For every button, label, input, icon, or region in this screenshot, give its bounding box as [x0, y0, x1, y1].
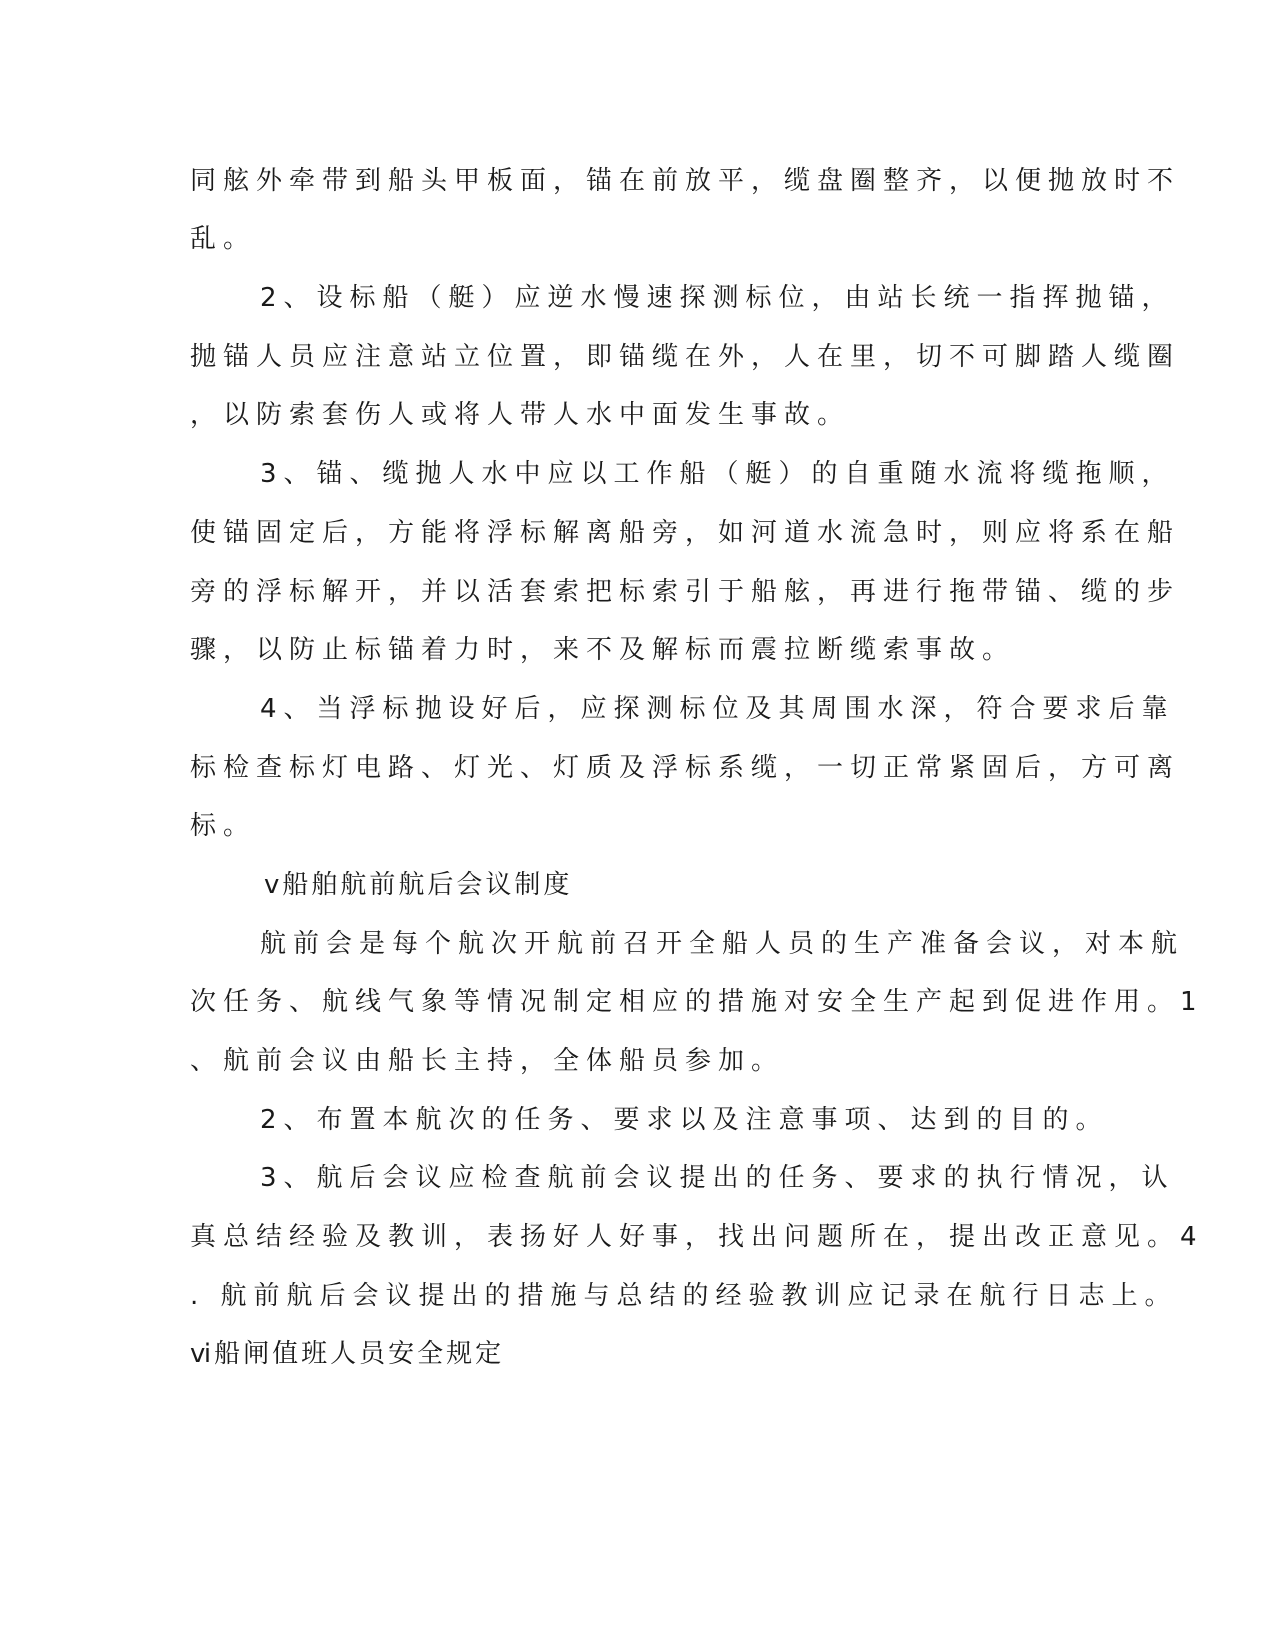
text-line: ，以防索套伤人或将人带人水中面发生事故。	[190, 400, 851, 430]
text-line: 真总结经验及教训，表扬好人好事，找出问题所在，提出改正意见。4	[190, 1222, 1204, 1252]
text-line: . 航前航后会议提出的措施与总结的经验教训应记录在航行日志上。	[190, 1281, 1178, 1311]
text-line: 2、布置本航次的任务、要求以及注意事项、达到的目的。	[260, 1105, 1109, 1135]
text-line: 骤，以防止标锚着力时，来不及解标而震拉断缆索事故。	[190, 635, 1016, 665]
section-heading: ⅴ船舶航前航后会议制度	[264, 870, 573, 900]
text-line: 、航前会议由船长主持，全体船员参加。	[190, 1046, 785, 1076]
text-line: 标检查标灯电路、灯光、灯质及浮标系缆，一切正常紧固后，方可离	[190, 753, 1181, 783]
text-line: 次任务、航线气象等情况制定相应的措施对安全生产起到促进作用。1	[190, 987, 1204, 1017]
text-line: 2、设标船（艇）应逆水慢速探测标位，由站长统一指挥抛锚，	[260, 283, 1175, 313]
text-line: 使锚固定后，方能将浮标解离船旁，如河道水流急时，则应将系在船	[190, 518, 1181, 548]
text-line: 乱。	[190, 224, 257, 254]
text-line: 旁的浮标解开，并以活套索把标索引于船舷，再进行拖带锚、缆的步	[190, 577, 1181, 607]
text-line: 同舷外牵带到船头甲板面，锚在前放平，缆盘圈整齐，以便抛放时不	[190, 166, 1181, 196]
text-line: 4、当浮标抛设好后，应探测标位及其周围水深，符合要求后靠	[260, 694, 1175, 724]
text-line: 航前会是每个航次开航前召开全船人员的生产准备会议，对本航	[260, 929, 1185, 959]
text-line: 3、锚、缆抛人水中应以工作船（艇）的自重随水流将缆拖顺，	[260, 459, 1175, 489]
text-line: 3、航后会议应检查航前会议提出的任务、要求的执行情况，认	[260, 1163, 1175, 1193]
text-line: 标。	[190, 811, 257, 841]
section-heading: ⅵ船闸值班人员安全规定	[190, 1339, 505, 1369]
text-line: 抛锚人员应注意站立位置，即锚缆在外，人在里，切不可脚踏人缆圈	[190, 342, 1181, 372]
